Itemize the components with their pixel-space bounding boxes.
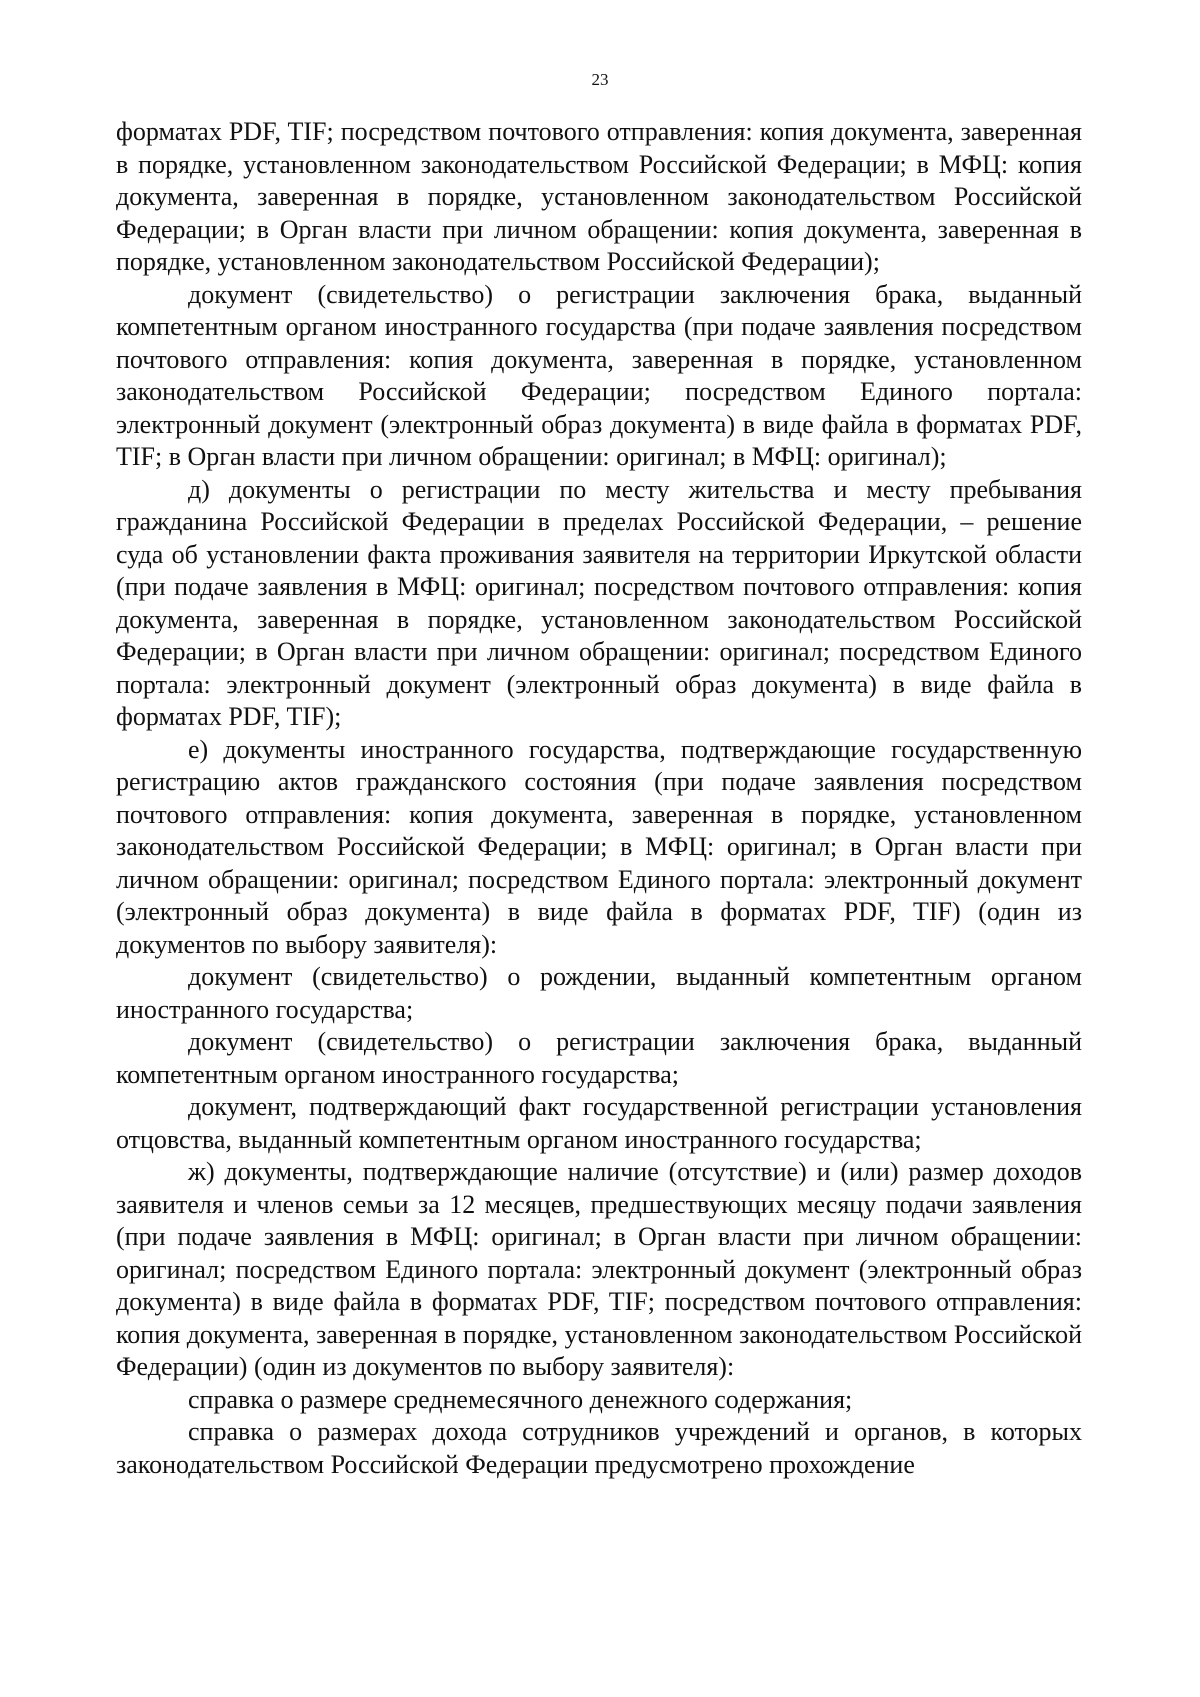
paragraph-continuation: форматах PDF, TIF; посредством почтового отправления: копия документа, заверенная в порядке, установленном законодательством Российской Федерации; в МФЦ: копия документа, заверенная в порядке, установленном законодательством Российской Федерации; в Орган власти при личном обращении: копия документа, заверенная в порядке, установленном законодательством Российской Федерации); — [116, 117, 1082, 276]
paragraph-item-d-residence: д) документы о регистрации по месту жительства и месту пребывания гражданина Российской Федерации в пределах Российской Федерации, – решение суда об установлении факта проживания заявителя на территории Иркутской области (при подаче заявления в МФЦ: оригинал; посредством почтового отправления: копия документа, заверенная в порядке, установленном законодательством Российской Федерации; в Орган власти при личном обращении: оригинал; посредством Единого портала: электронный документ (электронный образ документа) в виде файла в форматах PDF, TIF); — [116, 474, 1082, 731]
paragraph-item-e-foreign-documents: е) документы иностранного государства, подтверждающие государственную регистрацию актов гражданского состояния (при подаче заявления посредством почтового отправления: копия документа, заверенная в порядке, установленном законодательством Российской Федерации; в МФЦ: оригинал; в Орган власти при личном обращении: оригинал; посредством Единого портала: электронный документ (электронный образ документа) в виде файла в форматах PDF, TIF) (один из документов по выбору заявителя): — [116, 734, 1082, 959]
paragraph-income-certificate: справка о размерах дохода сотрудников учреждений и органов, в которых законодательством Российской Федерации предусмотрено прохождение — [116, 1417, 1082, 1479]
paragraph-marriage-certificate-foreign: документ (свидетельство) о регистрации заключения брака, выданный компетентным органом иностранного государства (при подаче заявления посредством почтового отправления: копия документа, заверенная в порядке, установленном законодательством Российской Федерации; посредством Единого портала: электронный документ (электронный образ документа) в виде файла в форматах PDF, TIF; в Орган власти при личном обращении: оригинал; в МФЦ: оригинал); — [116, 279, 1082, 471]
paragraph-marriage-certificate: документ (свидетельство) о регистрации заключения брака, выданный компетентным органом иностранного государства; — [116, 1027, 1082, 1089]
document-body — [116, 116, 1082, 1481]
paragraph-birth-certificate: документ (свидетельство) о рождении, выданный компетентным органом иностранного государства; — [116, 962, 1082, 1024]
paragraph-monthly-allowance: справка о размере среднемесячного денежного содержания; — [188, 1384, 853, 1414]
paragraph-item-zh-income: ж) документы, подтверждающие наличие (отсутствие) и (или) размер доходов заявителя и членов семьи за 12 месяцев, предшествующих месяцу подачи заявления (при подаче заявления в МФЦ: оригинал; в Орган власти при личном обращении: оригинал; посредством Единого портала: электронный документ (электронный образ документа) в виде файла в форматах PDF, TIF; посредством почтового отправления: копия документа, заверенная в порядке, установленном законодательством Российской Федерации) (один из документов по выбору заявителя): — [116, 1157, 1082, 1381]
page-number: 23 — [591, 70, 609, 89]
paragraph-paternity: документ, подтверждающий факт государственной регистрации установления отцовства, выданный компетентным органом иностранного государства; — [116, 1092, 1082, 1154]
